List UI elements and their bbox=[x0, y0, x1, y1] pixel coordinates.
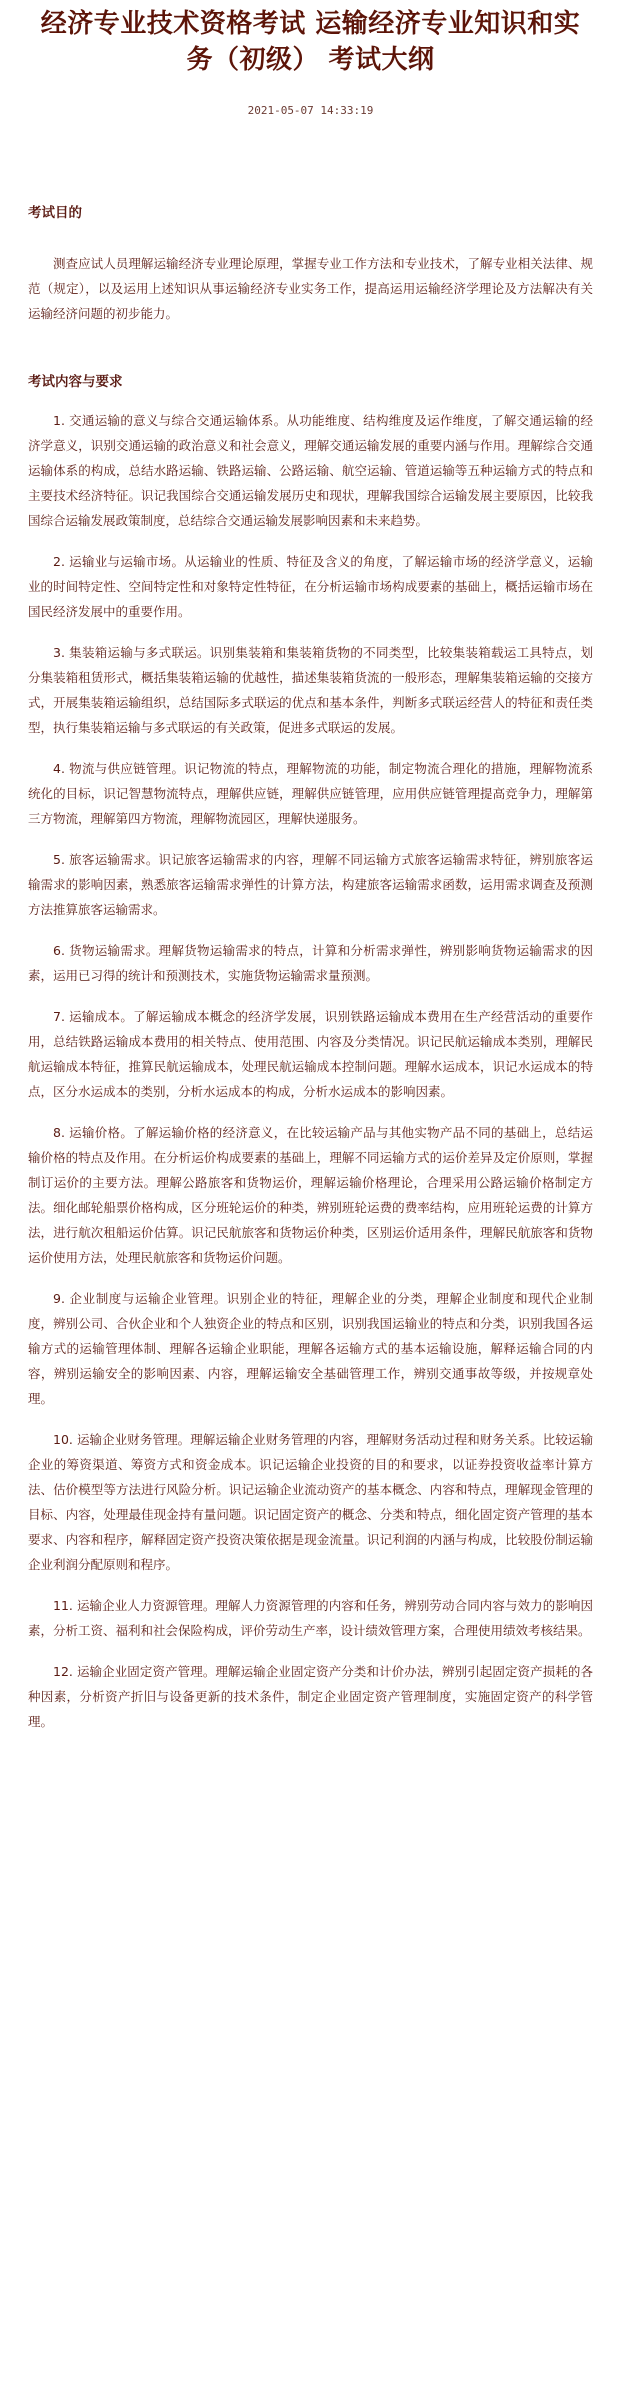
requirements-list bbox=[28, 408, 593, 1734]
page-title: 经济专业技术资格考试 运输经济专业知识和实务（初级） 考试大纲 bbox=[40, 9, 581, 75]
list-item: 10. 运输企业财务管理。理解运输企业财务管理的内容，理解财务活动过程和财务关系。比较运输企业的筹资渠道、筹资方式和资金成本。识记运输企业投资的目的和要求，以证券投资收益率计算方法、估价模型等方法进行风险分析。识记运输企业流动资产的基本概念、内容和特点，理解现金管理的目标、内容，处理最佳现金持有量问题。识记固定资产的概念、分类和特点，细化固定资产管理的基本要求、内容和程序，解释固定资产投资决策依据是现金流量。识记利润的内涵与构成，比较股份制运输企业利润分配原则和程序。 bbox=[28, 1432, 593, 1572]
list-item: 7. 运输成本。了解运输成本概念的经济学发展，识别铁路运输成本费用在生产经营活动的重要作用，总结铁路运输成本费用的相关特点、使用范围、内容及分类情况。识记民航运输成本类别，理解民航运输成本特征，推算民航运输成本，处理民航运输成本控制问题。理解水运成本，识记水运成本的特点，区分水运成本的类别，分析水运成本的构成，分析水运成本的影响因素。 bbox=[28, 1009, 593, 1099]
list-item: 1. 交通运输的意义与综合交通运输体系。从功能维度、结构维度及运作维度，了解交通运输的经济学意义，识别交通运输的政治意义和社会意义，理解交通运输发展的重要内涵与作用。理解综合交通运输体系的构成，总结水路运输、铁路运输、公路运输、航空运输、管道运输等五种运输方式的特点和主要技术经济特征。识记我国综合交通运输发展历史和现状，理解我国综合运输发展主要原因，比较我国综合运输发展政策制度，总结综合交通运输发展影响因素和未来趋势。 bbox=[28, 413, 593, 528]
purpose-paragraph: 测查应试人员理解运输经济专业理论原理，掌握专业工作方法和专业技术，了解专业相关法律、规范（规定），以及运用上述知识从事运输经济专业实务工作，提高运用运输经济学理论及方法解决有关运输经济问题的初步能力。 bbox=[28, 256, 593, 321]
list-item: 8. 运输价格。了解运输价格的经济意义，在比较运输产品与其他实物产品不同的基础上，总结运输价格的特点及作用。在分析运价构成要素的基础上，理解不同运输方式的运价差异及定价原则，掌握制订运价的主要方法。理解公路旅客和货物运价，理解运输价格理论，合理采用公路运输价格制定方法。细化邮轮船票价格构成，区分班轮运价的种类，辨别班轮运费的费率结构，应用班轮运费的计算方法，进行航次租船运价估算。识记民航旅客和货物运价种类，区别运价适用条件，理解民航旅客和货物运价使用方法，处理民航旅客和货物运价问题。 bbox=[28, 1125, 593, 1265]
list-item: 2. 运输业与运输市场。从运输业的性质、特征及含义的角度，了解运输市场的经济学意义，运输业的时间特定性、空间特定性和对象特定性特征，在分析运输市场构成要素的基础上，概括运输市场在国民经济发展中的重要作用。 bbox=[28, 554, 593, 619]
list-item: 6. 货物运输需求。理解货物运输需求的特点，计算和分析需求弹性，辨别影响货物运输需求的因素，运用已习得的统计和预测技术，实施货物运输需求量预测。 bbox=[28, 943, 593, 983]
section-heading-content: 考试内容与要求 bbox=[28, 374, 123, 390]
list-item: 4. 物流与供应链管理。识记物流的特点，理解物流的功能，制定物流合理化的措施，理解物流系统化的目标，识记智慧物流特点，理解供应链，理解供应链管理，应用供应链管理提高竞争力，理解第三方物流，理解第四方物流，理解物流园区，理解快递服务。 bbox=[28, 761, 593, 826]
list-item: 5. 旅客运输需求。识记旅客运输需求的内容，理解不同运输方式旅客运输需求特征，辨别旅客运输需求的影响因素，熟悉旅客运输需求弹性的计算方法，构建旅客运输需求函数，运用需求调查及预测方法推算旅客运输需求。 bbox=[28, 852, 593, 917]
publish-date: 2021-05-07 14:33:19 bbox=[247, 104, 374, 117]
list-item: 11. 运输企业人力资源管理。理解人力资源管理的内容和任务，辨别劳动合同内容与效力的影响因素，分析工资、福利和社会保险构成，评价劳动生产率，设计绩效管理方案，合理使用绩效考核结果。 bbox=[28, 1598, 593, 1638]
list-item: 12. 运输企业固定资产管理。理解运输企业固定资产分类和计价办法，辨别引起固定资产损耗的各种因素，分析资产折旧与设备更新的技术条件，制定企业固定资产管理制度，实施固定资产的科学管理。 bbox=[28, 1664, 593, 1729]
list-item: 9. 企业制度与运输企业管理。识别企业的特征，理解企业的分类，理解企业制度和现代企业制度，辨别公司、合伙企业和个人独资企业的特点和区别，识别我国运输业的特点和分类，识别我国各运输方式的运输管理体制、理解各运输企业职能，理解各运输方式的基本运输设施，解释运输合同的内容，辨别运输安全的影响因素、内容，理解运输安全基础管理工作，辨别交通事故等级，并按规章处理。 bbox=[28, 1291, 593, 1406]
section-heading-purpose: 考试目的 bbox=[28, 205, 82, 221]
list-item: 3. 集装箱运输与多式联运。识别集装箱和集装箱货物的不同类型，比较集装箱载运工具特点，划分集装箱租赁形式，概括集装箱运输的优越性，描述集装箱货流的一般形态，理解集装箱运输的交接方式，开展集装箱运输组织，总结国际多式联运的优点和基本条件，判断多式联运经营人的特征和责任类型，执行集装箱运输与多式联运的有关政策，促进多式联运的发展。 bbox=[28, 645, 593, 735]
